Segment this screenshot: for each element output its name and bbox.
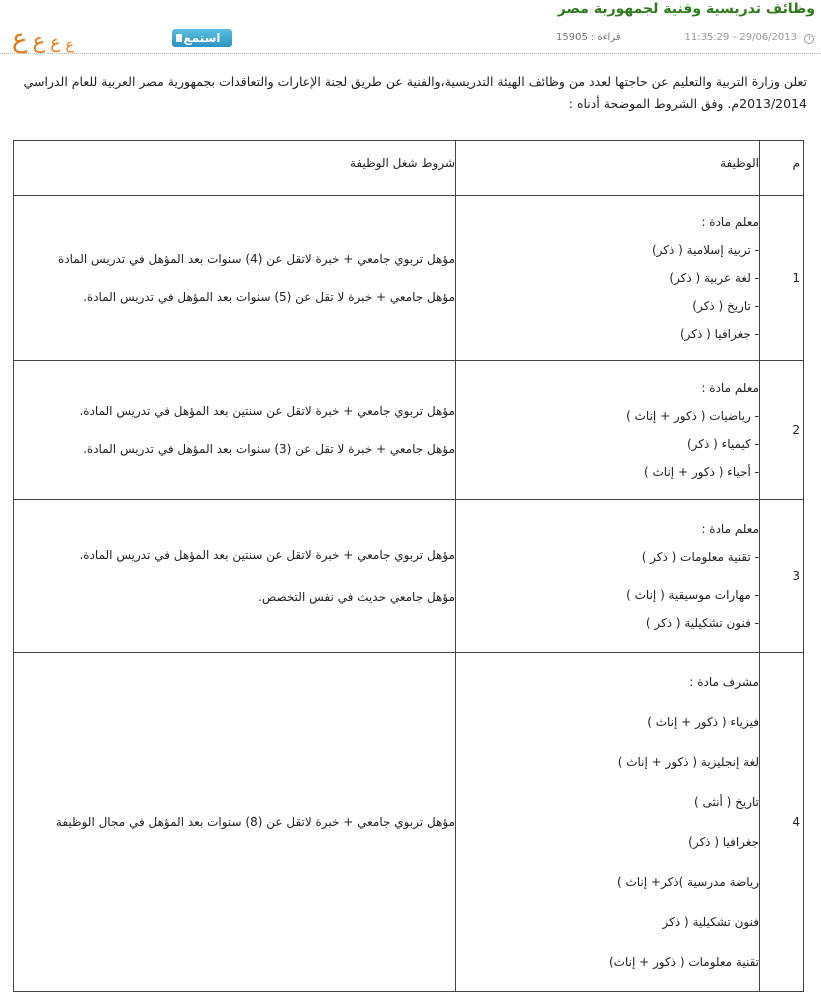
article-intro: تعلن وزارة التربية والتعليم عن حاجتها لعدد من وظائف الهيئة التدريسية،والفنية عن طريق لجنة الإعارات والتعاقدات بجمهورية مصر العربية للعام الدراسي 2013/2014م. وفق الشروط الموضحة أدناه : [23, 74, 807, 111]
article-info-bar [0, 26, 821, 54]
requirements-cell [14, 196, 456, 361]
table-row [14, 500, 804, 653]
requirement-item: مؤهل جامعي حديث في نفس التخصص. [258, 590, 455, 604]
font-size-controls [12, 26, 74, 52]
job-cell [456, 500, 760, 653]
requirement-item: مؤهل تربوي جامعي + خبرة لاتقل عن (4) سنوات بعد المؤهل في تدريس المادة [58, 252, 455, 266]
listen-label: استمع [183, 31, 221, 45]
font-size-largest-button[interactable]: ع [12, 24, 28, 54]
table-header-row [14, 141, 804, 196]
row-number: 1 [760, 196, 804, 361]
jobs-table [13, 140, 804, 992]
header-num: م [760, 141, 804, 196]
table-row [14, 653, 804, 992]
job-item: لغة إنجليزية ( ذكور + إناث ) [617, 755, 759, 769]
job-item: - تاريخ ( ذكر) [692, 299, 759, 313]
job-cell [456, 361, 760, 500]
speaker-icon [176, 34, 182, 42]
table-row [14, 361, 804, 500]
row-number: 3 [760, 500, 804, 653]
font-size-medium-button[interactable]: ع [50, 33, 61, 53]
job-item: - مهارات موسيقية ( إناث ) [626, 588, 759, 602]
job-item: - تربية إسلامية ( ذكر) [651, 243, 759, 257]
job-item: - لغة عربية ( ذكر) [669, 271, 759, 285]
requirement-item: مؤهل جامعي + خبرة لا تقل عن (5) سنوات بعد المؤهل في تدريس المادة. [83, 290, 455, 304]
requirements-cell [14, 361, 456, 500]
job-title: معلم مادة : [701, 522, 759, 536]
job-cell [456, 196, 760, 361]
header-requirements: شروط شغل الوظيفة [14, 141, 456, 196]
job-item: فيزياء ( ذكور + إناث ) [647, 715, 759, 729]
font-size-small-button[interactable]: ع [65, 37, 74, 53]
job-item: - جغرافيا ( ذكر) [680, 327, 759, 341]
row-number: 2 [760, 361, 804, 500]
job-item: - أحياء ( ذكور + إناث ) [644, 465, 759, 479]
divider [0, 53, 821, 54]
job-item: - كيمياء ( ذكر) [686, 437, 759, 451]
job-item: جغرافيا ( ذكر) [688, 835, 759, 849]
requirements-cell [14, 500, 456, 653]
job-item: - رياضيات ( ذكور + إناث ) [626, 409, 759, 423]
job-item: رياضة مدرسية )ذكر+ إناث ) [616, 875, 759, 889]
job-item: تاريخ ( أنثى ) [694, 795, 759, 809]
job-item: - فنون تشكيلية ( ذكر ) [645, 616, 759, 630]
job-item: - تقنية معلومات ( ذكر ) [641, 550, 759, 564]
requirement-item: مؤهل تربوي جامعي + خبرة لاتقل عن (8) سنوات بعد المؤهل في مجال الوظيفة [55, 815, 455, 829]
header-job: الوظيفة [456, 141, 760, 196]
view-count: قراءة : 15905 [556, 32, 621, 43]
job-cell [456, 653, 760, 992]
job-title: معلم مادة : [701, 381, 759, 395]
article-title: وظائف تدريسية وفنية لجمهورية مصر [557, 1, 815, 17]
job-item: تقنية معلومات ( ذكور + إناث) [608, 955, 759, 969]
requirement-item: مؤهل تربوي جامعي + خبرة لاتقل عن سنتين بعد المؤهل في تدريس المادة. [79, 404, 455, 418]
listen-button[interactable] [172, 29, 232, 47]
font-size-large-button[interactable]: ع [32, 29, 46, 53]
article-date: 11:35:29 - 29/06/2013 [684, 32, 797, 43]
table-row [14, 196, 804, 361]
clock-icon [804, 34, 814, 44]
job-item: فنون تشكيلية ( ذكر [662, 915, 759, 929]
job-title: معلم مادة : [701, 215, 759, 229]
requirement-item: مؤهل جامعي + خبرة لا تقل عن (3) سنوات بعد المؤهل في تدريس المادة. [83, 442, 455, 456]
requirements-cell [14, 653, 456, 992]
requirement-item: مؤهل تربوي جامعي + خبرة لاتقل عن سنتين بعد المؤهل في تدريس المادة. [79, 548, 455, 562]
row-number: 4 [760, 653, 804, 992]
job-title: مشرف مادة : [689, 675, 759, 689]
